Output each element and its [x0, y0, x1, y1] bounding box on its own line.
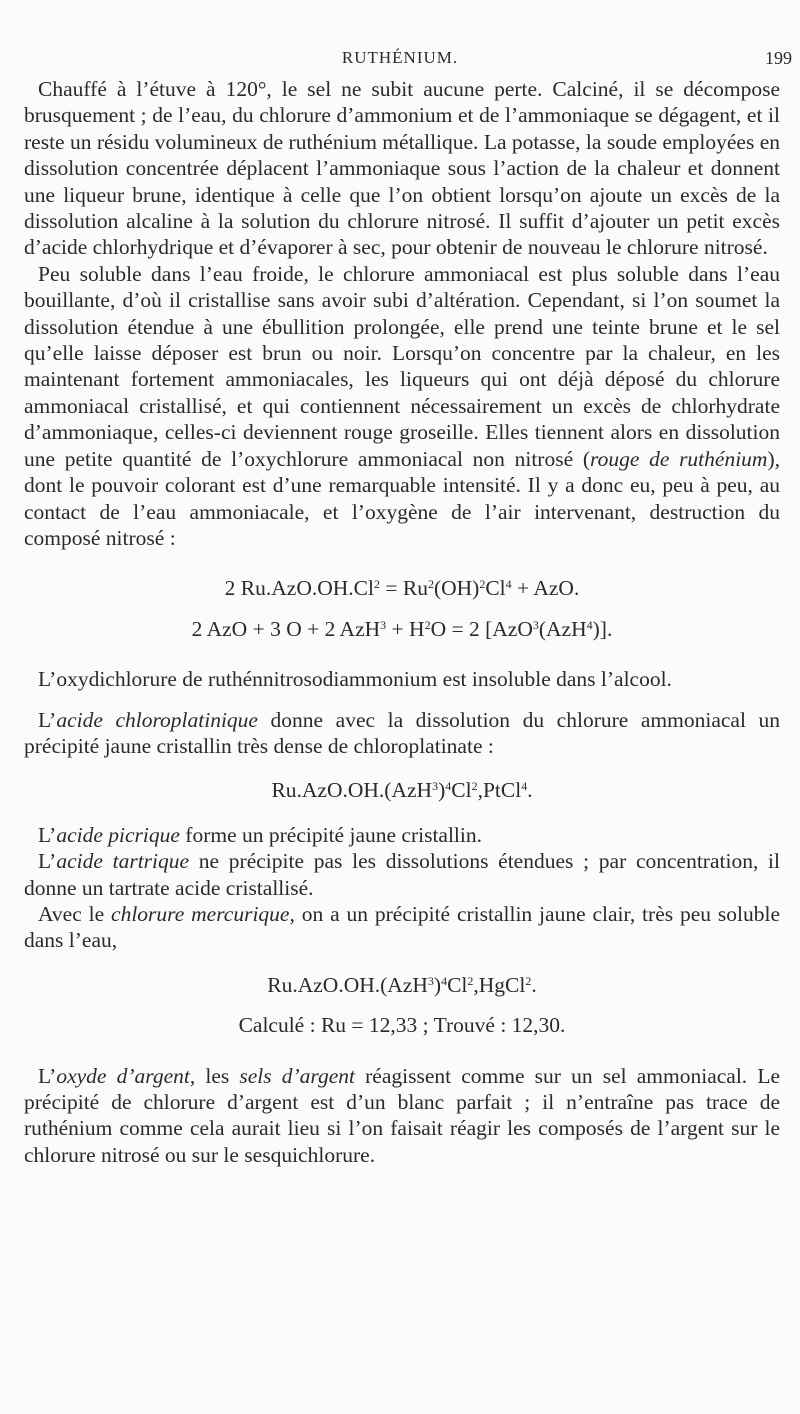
formula-equation-1: 2 $Ru.AzO.OH.Cl^2 = Ru^2(OH)^2Cl^4$ + AzO.	[224, 576, 580, 601]
italic-term: sels d’argent	[239, 1063, 356, 1088]
italic-term: rouge de ruthénium	[590, 446, 768, 471]
paragraph-mercuric: Avec le chlorure mercurique, on a un précipité cristallin jaune clair, très peu soluble dans l’eau,	[24, 901, 780, 953]
formula-chloroplatinate: $Ru.AzO.OH.(AzH^3)^4Cl^2,PtCl^4$.	[271, 778, 533, 803]
running-head: RUTHÉNIUM.	[341, 48, 459, 67]
body-text	[24, 76, 780, 1168]
paragraph-tartaric: L’acide tartrique ne précipite pas les dissolutions étendues ; par concentration, il donne un tartrate acide cristallisé.	[24, 849, 780, 900]
paragraph-solubility	[24, 261, 780, 551]
italic-term: acide chloroplatinique	[56, 707, 258, 732]
italic-term: acide picrique	[56, 822, 180, 847]
text-run: Peu soluble dans l’eau froide, le chlorure ammoniacal est plus soluble dans l’eau bouillante, d’où il cristallise sans avoir subi d’altération. Cependant, si l’on soumet la dissolution étendue à une ébullition prolongée, elle prend une teinte brune et le sel qu’elle laisse déposer est brun ou noir. Lorsqu’on concentre par la chaleur, en les maintenant fortement ammoniacales, les liqueurs qui ont déjà déposé du chlorure ammoniacal cristallisé, et qui contiennent nécessairement un excès de chlorhydrate d’ammoniaque, celles-ci deviennent rouge groseille. Elles tiennent alors en dissolution une petite quantité de l’oxychlorure ammoniacal non nitrosé (	[24, 261, 780, 471]
formula-mercuric-salt: $Ru.AzO.OH.(AzH^3)^4Cl^2,HgCl^2$.	[267, 972, 537, 997]
text-run: ), dont le pouvoir colorant est d’une remarquable intensité. Il y a donc eu, peu à peu, au contact de l’eau ammoniacale, et l’oxygène de l’air intervenant, destruction du composé nitrosé :	[24, 446, 780, 550]
analysis-result: Calculé : Ru = 12,33 ; Trouvé : 12,30.	[238, 1013, 566, 1038]
italic-term: oxyde d’argent	[56, 1063, 190, 1088]
paragraph-silver: L’oxyde d’argent, les sels d’argent réagissent comme sur un sel ammoniacal. Le précipité de chlorure d’argent est d’un blanc parfait ; il n’entraîne pas trace de ruthénium comme cela aurait lieu si l’on faisait réagir les composés de l’argent sur le chlorure nitrosé ou sur le sesquichlorure.	[24, 1063, 780, 1167]
paragraph-alcohol: L’oxydichlorure de ruthénnitrosodiammonium est insoluble dans l’alcool.	[38, 667, 672, 692]
paragraph-picric: L’acide picrique forme un précipité jaune cristallin.	[38, 822, 483, 847]
italic-term: chlorure mercurique	[111, 901, 290, 926]
italic-term: acide tartrique	[56, 849, 190, 874]
paragraph-heating: Chauffé à l’étuve à 120°, le sel ne subit aucune perte. Calciné, il se décompose brusquement ; de l’eau, du chlorure d’ammonium et de l’ammoniaque se dégagent, et il reste un résidu volumineux de ruthénium métallique. La potasse, la soude employées en dissolution concentrée déplacent l’ammoniaque sous l’action de la chaleur et donnent une liqueur brune, identique à celle que l’on obtient lorsqu’on ajoute un excès de la dissolution alcaline à la solution du chlorure nitrosé. Il suffit d’ajouter un petit excès d’acide chlorhydrique et d’évaporer à sec, pour obtenir de nouveau le chlorure nitrosé.	[24, 77, 780, 260]
paragraph-chloroplatinic: L’acide chloroplatinique donne avec la dissolution du chlorure ammoniacal un précipité jaune cristallin très dense de chloroplatinate :	[24, 707, 780, 758]
formula-equation-2: 2 AzO + 3 O + 2 $AzH^3 + H^2O = 2$ [AzO$^3$(AzH$^4$)].	[191, 616, 613, 641]
page-number: 199	[765, 48, 792, 68]
page-header	[0, 44, 800, 74]
